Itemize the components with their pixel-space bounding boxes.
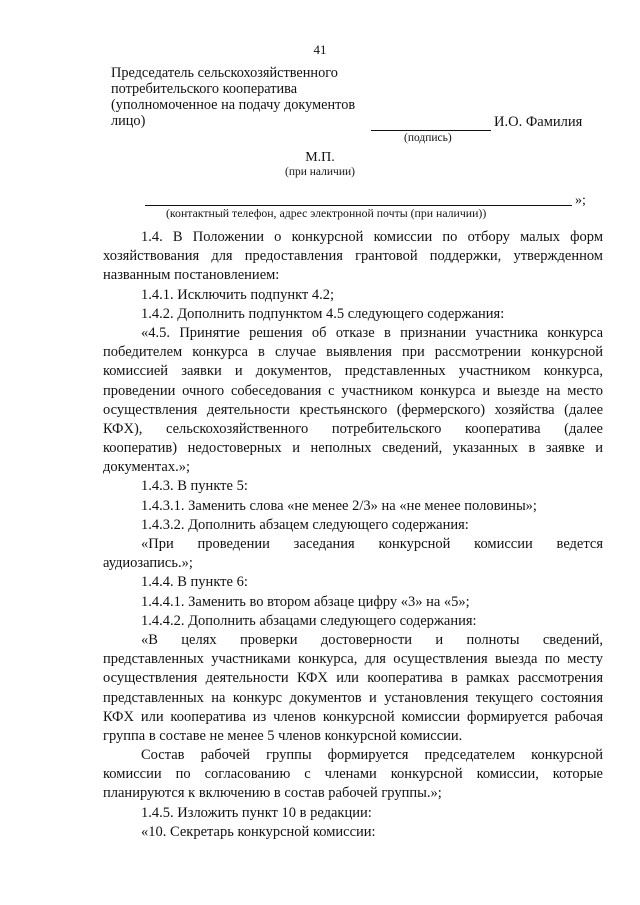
text-line: осуществления деятельности КФХ или кооператива в рамках рассмотрения xyxy=(103,670,603,687)
text-line: комиссии по согласованию с членами конкурсной комиссии, которые xyxy=(103,766,603,783)
text-line: документах.»; xyxy=(103,459,190,476)
text-line: осуществления деятельности крестьянского (фермерского) хозяйства (далее xyxy=(103,401,603,418)
text-line: 1.4.3.2. Дополнить абзацем следующего содержания: xyxy=(141,516,469,533)
text-line: представленных на конкурс документов и установления текущего состояния xyxy=(103,689,603,706)
text-line: 1.4.2. Дополнить подпунктом 4.5 следующего содержания: xyxy=(141,305,505,322)
body-text xyxy=(103,228,603,842)
text-line: 1.4.3.1. Заменить слова «не менее 2/3» на «не менее половины»; xyxy=(141,497,537,514)
contact-quote-end: »; xyxy=(575,193,586,208)
text-line: представленных участниками конкурса, для осуществления выезда по месту xyxy=(103,651,603,668)
text-line: комиссией заявки и документов, представленных участником конкурса, xyxy=(103,363,603,380)
text-line: «В целях проверки достоверности и полноты сведений, xyxy=(141,631,603,648)
signatory-line: (уполномоченное на подачу документов xyxy=(111,97,356,113)
text-line: 1.4.5. Изложить пункт 10 в редакции: xyxy=(141,804,372,821)
text-line: планируются к включению в состав рабочей группы.»; xyxy=(103,785,442,802)
text-line: «При проведении заседания конкурсной комиссии ведется xyxy=(141,536,603,552)
text-line: Состав рабочей группы формируется председателем конкурсной xyxy=(141,747,603,764)
text-line: 1.4.3. В пункте 5: xyxy=(141,478,248,495)
text-line: КФХ), сельскохозяйственного потребительского кооператива (далее xyxy=(103,420,603,437)
text-line: хозяйствования для предоставления грантовой поддержки, утвержденном xyxy=(103,248,603,265)
text-line: 1.4.4.2. Дополнить абзацами следующего содержания: xyxy=(141,612,477,629)
contact-caption: (контактный телефон, адрес электронной почты (при наличии)) xyxy=(166,206,487,220)
text-line: 1.4.4.1. Заменить во втором абзаце цифру «3» на «5»; xyxy=(141,593,470,610)
text-line: аудиозапись.»; xyxy=(103,555,193,572)
text-line: 1.4.1. Исключить подпункт 4.2; xyxy=(141,286,335,303)
text-line: «4.5. Принятие решения об отказе в признании участника конкурса xyxy=(141,324,603,341)
text-line: кооператив) недостоверных и неполных сведений, указанных в заявке и xyxy=(103,440,603,457)
page-number: 41 xyxy=(313,42,327,57)
stamp-note: (при наличии) xyxy=(285,166,355,178)
text-line: «10. Секретарь конкурсной комиссии: xyxy=(141,823,376,840)
text-line: победителем конкурса в случае выявления при рассмотрении конкурсной xyxy=(103,344,603,361)
stamp-label: М.П. xyxy=(305,150,335,165)
signatory-block xyxy=(111,65,371,129)
text-line: КФХ или кооператива из членов конкурсной комиссии формируется рабочая xyxy=(103,708,603,725)
text-line: группа в составе не менее 5 членов конкурсной комиссии. xyxy=(103,727,463,744)
signatory-line: Председатель сельскохозяйственного xyxy=(111,65,338,81)
signatory-line: лицо) xyxy=(111,113,146,129)
signature-caption: (подпись) xyxy=(404,132,452,144)
text-line: названным постановлением: xyxy=(103,267,280,284)
text-line: 1.4. В Положении о конкурсной комиссии по отбору малых форм xyxy=(141,229,603,245)
signatory-line: потребительского кооператива xyxy=(111,81,298,97)
text-line: проведении очного собеседования с участником конкурса и выезде на место xyxy=(103,382,603,399)
text-line: 1.4.4. В пункте 6: xyxy=(141,574,248,591)
signatory-name: И.О. Фамилия xyxy=(494,114,583,130)
signature-line xyxy=(371,130,491,131)
